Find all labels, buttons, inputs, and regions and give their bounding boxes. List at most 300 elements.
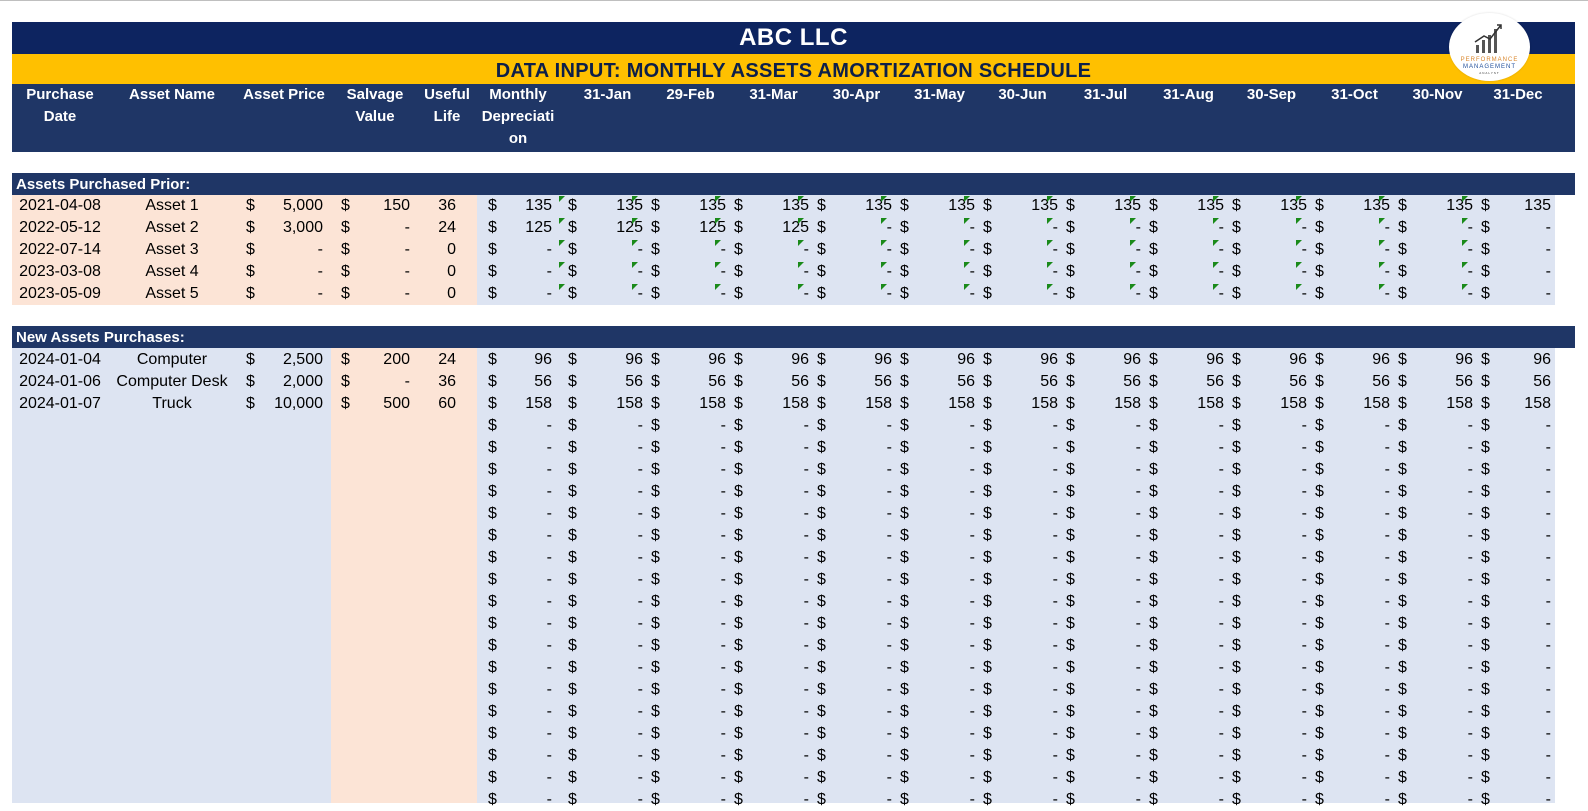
month-value-cell[interactable]: - — [720, 417, 726, 434]
month-value-cell[interactable]: - — [1135, 747, 1141, 764]
month-value-cell[interactable]: 158 — [865, 395, 892, 412]
month-value-cell[interactable]: - — [1052, 593, 1058, 610]
month-value-cell[interactable]: 135 — [865, 197, 892, 214]
useful-life-cell[interactable]: 24 — [438, 351, 456, 368]
month-value-cell[interactable]: - — [886, 615, 892, 632]
month-value-cell[interactable]: - — [637, 681, 643, 698]
month-value-cell[interactable]: - — [1384, 241, 1390, 258]
month-value-cell[interactable]: 96 — [1372, 351, 1390, 368]
month-value-cell[interactable]: - — [637, 549, 643, 566]
month-value-cell[interactable]: 96 — [791, 351, 809, 368]
monthly-depreciation-cell[interactable]: 158 — [525, 395, 552, 412]
month-value-cell[interactable]: - — [720, 725, 726, 742]
month-value-cell[interactable]: - — [1218, 725, 1224, 742]
month-value-cell[interactable]: 135 — [1031, 197, 1058, 214]
month-value-cell[interactable]: - — [1467, 769, 1473, 786]
monthly-depreciation-cell[interactable]: - — [546, 571, 552, 588]
month-value-cell[interactable]: - — [1301, 725, 1307, 742]
salvage-value-cell-value[interactable]: - — [404, 373, 410, 390]
month-value-cell[interactable]: - — [1301, 703, 1307, 720]
month-value-cell[interactable]: - — [1052, 637, 1058, 654]
month-value-cell[interactable]: 96 — [1533, 351, 1551, 368]
month-value-cell[interactable]: - — [886, 571, 892, 588]
useful-life-cell[interactable]: 0 — [447, 241, 456, 258]
month-value-cell[interactable]: 96 — [1123, 351, 1141, 368]
monthly-depreciation-cell[interactable]: - — [546, 417, 552, 434]
month-value-cell[interactable]: - — [1545, 461, 1551, 478]
asset-price-cell-value[interactable]: 10,000 — [274, 395, 323, 412]
month-value-cell[interactable]: - — [1467, 725, 1473, 742]
monthly-depreciation-cell[interactable]: - — [546, 461, 552, 478]
month-value-cell[interactable]: - — [1545, 263, 1551, 280]
month-value-cell[interactable]: - — [886, 593, 892, 610]
month-value-cell[interactable]: 158 — [1197, 395, 1224, 412]
month-value-cell[interactable]: - — [720, 703, 726, 720]
asset-name-cell[interactable]: Asset 1 — [145, 197, 199, 214]
month-value-cell[interactable]: - — [1135, 659, 1141, 676]
useful-life-cell[interactable]: 0 — [447, 263, 456, 280]
month-value-cell[interactable]: - — [1384, 417, 1390, 434]
month-value-cell[interactable]: 96 — [625, 351, 643, 368]
month-value-cell[interactable]: - — [969, 263, 975, 280]
asset-name-cell[interactable]: Asset 5 — [145, 285, 199, 302]
month-value-cell[interactable]: 135 — [1363, 197, 1390, 214]
month-value-cell[interactable]: - — [1384, 769, 1390, 786]
month-value-cell[interactable]: - — [886, 769, 892, 786]
month-value-cell[interactable]: - — [1218, 615, 1224, 632]
month-value-cell[interactable]: 56 — [1455, 373, 1473, 390]
month-value-cell[interactable]: - — [637, 593, 643, 610]
month-value-cell[interactable]: - — [886, 417, 892, 434]
month-value-cell[interactable]: - — [637, 527, 643, 544]
col-month-29-feb[interactable]: 29-Feb — [666, 86, 715, 103]
month-value-cell[interactable]: - — [803, 483, 809, 500]
month-value-cell[interactable]: - — [1384, 483, 1390, 500]
month-value-cell[interactable]: - — [637, 241, 643, 258]
month-value-cell[interactable]: - — [1135, 417, 1141, 434]
month-value-cell[interactable]: - — [1467, 263, 1473, 280]
month-value-cell[interactable]: 56 — [874, 373, 892, 390]
month-value-cell[interactable]: 56 — [791, 373, 809, 390]
month-value-cell[interactable]: - — [1467, 791, 1473, 808]
month-value-cell[interactable]: 56 — [1372, 373, 1390, 390]
purchase-date-cell[interactable]: 2022-07-14 — [19, 241, 101, 258]
month-value-cell[interactable]: - — [1545, 549, 1551, 566]
month-value-cell[interactable]: - — [886, 439, 892, 456]
month-value-cell[interactable]: - — [1384, 615, 1390, 632]
month-value-cell[interactable]: - — [1135, 725, 1141, 742]
month-value-cell[interactable]: - — [720, 483, 726, 500]
month-value-cell[interactable]: 96 — [957, 351, 975, 368]
month-value-cell[interactable]: - — [1545, 417, 1551, 434]
month-value-cell[interactable]: - — [1052, 747, 1058, 764]
month-value-cell[interactable]: - — [1384, 505, 1390, 522]
month-value-cell[interactable]: - — [803, 527, 809, 544]
month-value-cell[interactable]: - — [637, 571, 643, 588]
month-value-cell[interactable]: - — [1052, 791, 1058, 808]
col-asset-price[interactable]: Asset Price — [243, 86, 325, 103]
month-value-cell[interactable]: - — [969, 637, 975, 654]
asset-price-cell-value[interactable]: - — [317, 263, 323, 280]
month-value-cell[interactable]: - — [720, 263, 726, 280]
month-value-cell[interactable]: - — [1218, 285, 1224, 302]
month-value-cell[interactable]: - — [969, 483, 975, 500]
month-value-cell[interactable]: - — [1218, 483, 1224, 500]
month-value-cell[interactable]: - — [1052, 263, 1058, 280]
month-value-cell[interactable]: 56 — [957, 373, 975, 390]
month-value-cell[interactable]: - — [1545, 681, 1551, 698]
month-value-cell[interactable]: - — [1545, 637, 1551, 654]
month-value-cell[interactable]: - — [720, 241, 726, 258]
month-value-cell[interactable]: 158 — [1114, 395, 1141, 412]
month-value-cell[interactable]: - — [1384, 703, 1390, 720]
month-value-cell[interactable]: 158 — [1280, 395, 1307, 412]
month-value-cell[interactable]: - — [1218, 241, 1224, 258]
month-value-cell[interactable]: - — [886, 505, 892, 522]
month-value-cell[interactable]: - — [803, 725, 809, 742]
monthly-depreciation-cell[interactable]: - — [546, 483, 552, 500]
col-salvage-value[interactable] — [336, 84, 414, 128]
monthly-depreciation-cell[interactable]: - — [546, 681, 552, 698]
month-value-cell[interactable]: - — [1545, 483, 1551, 500]
month-value-cell[interactable]: - — [1301, 615, 1307, 632]
month-value-cell[interactable]: - — [1384, 439, 1390, 456]
month-value-cell[interactable]: - — [720, 527, 726, 544]
month-value-cell[interactable]: - — [1218, 791, 1224, 808]
month-value-cell[interactable]: - — [803, 241, 809, 258]
purchase-date-cell[interactable]: 2021-04-08 — [19, 197, 101, 214]
col-month-31-jan[interactable]: 31-Jan — [583, 86, 632, 103]
col-month-30-nov[interactable]: 30-Nov — [1412, 86, 1463, 103]
month-value-cell[interactable]: - — [1301, 417, 1307, 434]
month-value-cell[interactable]: - — [1301, 791, 1307, 808]
month-value-cell[interactable]: - — [1384, 571, 1390, 588]
month-value-cell[interactable]: - — [1052, 725, 1058, 742]
month-value-cell[interactable]: - — [1467, 483, 1473, 500]
month-value-cell[interactable]: - — [803, 263, 809, 280]
month-value-cell[interactable]: - — [720, 791, 726, 808]
salvage-value-cell-value[interactable]: 200 — [383, 351, 410, 368]
month-value-cell[interactable]: 56 — [1533, 373, 1551, 390]
col-purchase-date[interactable] — [12, 84, 108, 128]
month-value-cell[interactable]: - — [1467, 681, 1473, 698]
month-value-cell[interactable]: - — [1545, 505, 1551, 522]
month-value-cell[interactable]: 125 — [616, 219, 643, 236]
monthly-depreciation-cell[interactable]: - — [546, 439, 552, 456]
col-month-30-jun[interactable]: 30-Jun — [998, 86, 1047, 103]
asset-name-cell[interactable]: Asset 3 — [145, 241, 199, 258]
monthly-depreciation-cell[interactable]: - — [546, 769, 552, 786]
month-value-cell[interactable]: - — [1384, 681, 1390, 698]
month-value-cell[interactable]: - — [969, 681, 975, 698]
month-value-cell[interactable]: - — [1218, 505, 1224, 522]
month-value-cell[interactable]: 96 — [1206, 351, 1224, 368]
month-value-cell[interactable]: 96 — [1289, 351, 1307, 368]
month-value-cell[interactable]: - — [1301, 549, 1307, 566]
col-month-31-oct[interactable]: 31-Oct — [1331, 86, 1378, 103]
month-value-cell[interactable]: 96 — [1455, 351, 1473, 368]
month-value-cell[interactable]: 135 — [1446, 197, 1473, 214]
useful-life-cell[interactable]: 60 — [438, 395, 456, 412]
month-value-cell[interactable]: - — [803, 747, 809, 764]
month-value-cell[interactable]: 135 — [1197, 197, 1224, 214]
month-value-cell[interactable]: - — [803, 505, 809, 522]
month-value-cell[interactable]: - — [1301, 505, 1307, 522]
month-value-cell[interactable]: - — [969, 285, 975, 302]
month-value-cell[interactable]: - — [1384, 637, 1390, 654]
month-value-cell[interactable]: - — [1052, 681, 1058, 698]
month-value-cell[interactable]: - — [637, 659, 643, 676]
month-value-cell[interactable]: - — [969, 747, 975, 764]
month-value-cell[interactable]: - — [637, 461, 643, 478]
month-value-cell[interactable]: - — [1301, 637, 1307, 654]
month-value-cell[interactable]: - — [886, 725, 892, 742]
col-month-31-mar[interactable]: 31-Mar — [749, 86, 798, 103]
month-value-cell[interactable]: - — [637, 439, 643, 456]
month-value-cell[interactable]: - — [1218, 263, 1224, 280]
month-value-cell[interactable]: 96 — [1040, 351, 1058, 368]
month-value-cell[interactable]: - — [803, 659, 809, 676]
month-value-cell[interactable]: - — [886, 241, 892, 258]
monthly-depreciation-cell[interactable]: - — [546, 791, 552, 808]
month-value-cell[interactable]: - — [1135, 593, 1141, 610]
month-value-cell[interactable]: - — [1384, 527, 1390, 544]
asset-price-cell-value[interactable]: 2,000 — [282, 373, 323, 390]
month-value-cell[interactable]: - — [637, 285, 643, 302]
month-value-cell[interactable]: - — [1052, 549, 1058, 566]
month-value-cell[interactable]: - — [1545, 659, 1551, 676]
month-value-cell[interactable]: - — [1545, 571, 1551, 588]
month-value-cell[interactable]: - — [1135, 637, 1141, 654]
month-value-cell[interactable]: - — [886, 483, 892, 500]
month-value-cell[interactable]: 56 — [1289, 373, 1307, 390]
salvage-value-cell-value[interactable]: - — [404, 285, 410, 302]
month-value-cell[interactable]: - — [803, 461, 809, 478]
asset-price-cell-value[interactable]: 2,500 — [282, 351, 323, 368]
month-value-cell[interactable]: - — [803, 549, 809, 566]
month-value-cell[interactable]: - — [969, 791, 975, 808]
month-value-cell[interactable]: - — [886, 637, 892, 654]
month-value-cell[interactable]: - — [886, 285, 892, 302]
month-value-cell[interactable]: - — [803, 769, 809, 786]
month-value-cell[interactable]: - — [1218, 659, 1224, 676]
month-value-cell[interactable]: - — [1545, 219, 1551, 236]
month-value-cell[interactable]: - — [1218, 461, 1224, 478]
month-value-cell[interactable]: - — [1052, 285, 1058, 302]
month-value-cell[interactable]: - — [1545, 747, 1551, 764]
monthly-depreciation-cell[interactable]: - — [546, 263, 552, 280]
month-value-cell[interactable]: - — [803, 703, 809, 720]
month-value-cell[interactable]: - — [720, 571, 726, 588]
month-value-cell[interactable]: - — [1467, 659, 1473, 676]
month-value-cell[interactable]: - — [1301, 461, 1307, 478]
salvage-value-cell-value[interactable]: 150 — [383, 197, 410, 214]
month-value-cell[interactable]: - — [1545, 439, 1551, 456]
month-value-cell[interactable]: - — [1052, 527, 1058, 544]
month-value-cell[interactable]: - — [969, 439, 975, 456]
month-value-cell[interactable]: 96 — [708, 351, 726, 368]
month-value-cell[interactable]: - — [637, 791, 643, 808]
month-value-cell[interactable]: - — [1052, 505, 1058, 522]
salvage-value-cell-value[interactable]: - — [404, 263, 410, 280]
month-value-cell[interactable]: - — [969, 219, 975, 236]
month-value-cell[interactable]: - — [1384, 659, 1390, 676]
month-value-cell[interactable]: - — [720, 593, 726, 610]
month-value-cell[interactable]: - — [1467, 285, 1473, 302]
month-value-cell[interactable]: - — [969, 769, 975, 786]
month-value-cell[interactable]: 135 — [1280, 197, 1307, 214]
asset-name-cell[interactable]: Asset 4 — [145, 263, 199, 280]
month-value-cell[interactable]: - — [969, 549, 975, 566]
month-value-cell[interactable]: - — [1135, 769, 1141, 786]
month-value-cell[interactable]: - — [1467, 615, 1473, 632]
monthly-depreciation-cell[interactable]: - — [546, 659, 552, 676]
month-value-cell[interactable]: - — [1384, 263, 1390, 280]
month-value-cell[interactable]: - — [1467, 549, 1473, 566]
month-value-cell[interactable]: - — [1052, 483, 1058, 500]
col-month-31-aug[interactable]: 31-Aug — [1163, 86, 1214, 103]
month-value-cell[interactable]: - — [720, 461, 726, 478]
month-value-cell[interactable]: - — [1301, 219, 1307, 236]
month-value-cell[interactable]: - — [720, 439, 726, 456]
month-value-cell[interactable]: - — [1545, 527, 1551, 544]
month-value-cell[interactable]: - — [969, 527, 975, 544]
month-value-cell[interactable]: - — [1218, 417, 1224, 434]
month-value-cell[interactable]: - — [1052, 219, 1058, 236]
month-value-cell[interactable]: - — [1052, 417, 1058, 434]
month-value-cell[interactable]: - — [1135, 219, 1141, 236]
month-value-cell[interactable]: - — [1467, 417, 1473, 434]
month-value-cell[interactable]: - — [1545, 703, 1551, 720]
month-value-cell[interactable]: 125 — [782, 219, 809, 236]
monthly-depreciation-cell[interactable]: - — [546, 637, 552, 654]
month-value-cell[interactable]: - — [886, 659, 892, 676]
month-value-cell[interactable]: - — [720, 747, 726, 764]
month-value-cell[interactable]: - — [637, 417, 643, 434]
month-value-cell[interactable]: - — [969, 241, 975, 258]
purchase-date-cell[interactable]: 2022-05-12 — [19, 219, 101, 236]
col-month-31-dec[interactable]: 31-Dec — [1493, 86, 1543, 103]
month-value-cell[interactable]: - — [1384, 747, 1390, 764]
month-value-cell[interactable]: - — [720, 769, 726, 786]
month-value-cell[interactable]: - — [886, 263, 892, 280]
month-value-cell[interactable]: 158 — [1446, 395, 1473, 412]
month-value-cell[interactable]: - — [1545, 285, 1551, 302]
col-asset-name[interactable]: Asset Name — [129, 86, 215, 103]
month-value-cell[interactable]: - — [886, 791, 892, 808]
month-value-cell[interactable]: 158 — [948, 395, 975, 412]
month-value-cell[interactable]: - — [1218, 681, 1224, 698]
month-value-cell[interactable]: - — [1545, 615, 1551, 632]
month-value-cell[interactable]: - — [803, 417, 809, 434]
useful-life-cell[interactable]: 0 — [447, 285, 456, 302]
month-value-cell[interactable]: - — [1218, 593, 1224, 610]
month-value-cell[interactable]: - — [637, 483, 643, 500]
month-value-cell[interactable]: - — [1301, 593, 1307, 610]
month-value-cell[interactable]: - — [637, 725, 643, 742]
month-value-cell[interactable]: - — [1467, 505, 1473, 522]
month-value-cell[interactable]: - — [969, 615, 975, 632]
month-value-cell[interactable]: - — [1467, 703, 1473, 720]
useful-life-cell[interactable]: 36 — [438, 373, 456, 390]
col-month-31-jul[interactable]: 31-Jul — [1083, 86, 1128, 103]
col-month-30-sep[interactable]: 30-Sep — [1246, 86, 1297, 103]
col-month-30-apr[interactable]: 30-Apr — [832, 86, 881, 103]
month-value-cell[interactable]: 135 — [1524, 197, 1551, 214]
month-value-cell[interactable]: - — [720, 505, 726, 522]
month-value-cell[interactable]: 125 — [699, 219, 726, 236]
month-value-cell[interactable]: - — [1135, 571, 1141, 588]
month-value-cell[interactable]: - — [720, 549, 726, 566]
asset-price-cell-value[interactable]: 5,000 — [282, 197, 323, 214]
month-value-cell[interactable]: - — [1301, 263, 1307, 280]
month-value-cell[interactable]: 135 — [948, 197, 975, 214]
month-value-cell[interactable]: - — [1467, 439, 1473, 456]
month-value-cell[interactable]: 135 — [699, 197, 726, 214]
month-value-cell[interactable]: - — [969, 703, 975, 720]
month-value-cell[interactable]: - — [803, 285, 809, 302]
monthly-depreciation-cell[interactable]: - — [546, 527, 552, 544]
month-value-cell[interactable]: 96 — [874, 351, 892, 368]
month-value-cell[interactable]: - — [1218, 637, 1224, 654]
purchase-date-cell[interactable]: 2023-03-08 — [19, 263, 101, 280]
useful-life-cell[interactable]: 24 — [438, 219, 456, 236]
asset-price-cell-value[interactable]: 3,000 — [282, 219, 323, 236]
month-value-cell[interactable]: - — [1467, 241, 1473, 258]
month-value-cell[interactable]: - — [720, 637, 726, 654]
month-value-cell[interactable]: - — [1301, 241, 1307, 258]
month-value-cell[interactable]: - — [1135, 461, 1141, 478]
month-value-cell[interactable]: - — [1052, 703, 1058, 720]
month-value-cell[interactable]: 56 — [625, 373, 643, 390]
month-value-cell[interactable]: - — [1384, 791, 1390, 808]
month-value-cell[interactable]: - — [886, 219, 892, 236]
month-value-cell[interactable]: - — [637, 505, 643, 522]
month-value-cell[interactable]: - — [1135, 791, 1141, 808]
asset-name-cell[interactable]: Computer Desk — [116, 373, 228, 390]
month-value-cell[interactable]: - — [1467, 527, 1473, 544]
monthly-depreciation-cell[interactable]: 96 — [534, 351, 552, 368]
month-value-cell[interactable]: - — [1384, 461, 1390, 478]
month-value-cell[interactable]: - — [1218, 703, 1224, 720]
month-value-cell[interactable]: - — [1135, 241, 1141, 258]
month-value-cell[interactable]: - — [1218, 439, 1224, 456]
month-value-cell[interactable]: - — [1545, 241, 1551, 258]
month-value-cell[interactable]: - — [803, 791, 809, 808]
month-value-cell[interactable]: 135 — [782, 197, 809, 214]
asset-price-cell-value[interactable]: - — [317, 241, 323, 258]
month-value-cell[interactable]: - — [1218, 527, 1224, 544]
month-value-cell[interactable]: - — [1301, 285, 1307, 302]
monthly-depreciation-cell[interactable]: 135 — [525, 197, 552, 214]
month-value-cell[interactable]: 158 — [616, 395, 643, 412]
month-value-cell[interactable]: - — [720, 681, 726, 698]
month-value-cell[interactable]: - — [1218, 219, 1224, 236]
asset-name-cell[interactable]: Truck — [152, 395, 192, 412]
month-value-cell[interactable]: - — [1052, 615, 1058, 632]
month-value-cell[interactable]: 158 — [1031, 395, 1058, 412]
month-value-cell[interactable]: - — [886, 461, 892, 478]
month-value-cell[interactable]: 158 — [699, 395, 726, 412]
month-value-cell[interactable]: - — [803, 593, 809, 610]
purchase-date-cell[interactable]: 2024-01-06 — [19, 373, 101, 390]
monthly-depreciation-cell[interactable]: - — [546, 549, 552, 566]
asset-name-cell[interactable]: Asset 2 — [145, 219, 199, 236]
month-value-cell[interactable]: - — [969, 725, 975, 742]
monthly-depreciation-cell[interactable]: - — [546, 703, 552, 720]
month-value-cell[interactable]: - — [1052, 241, 1058, 258]
month-value-cell[interactable]: 56 — [1123, 373, 1141, 390]
